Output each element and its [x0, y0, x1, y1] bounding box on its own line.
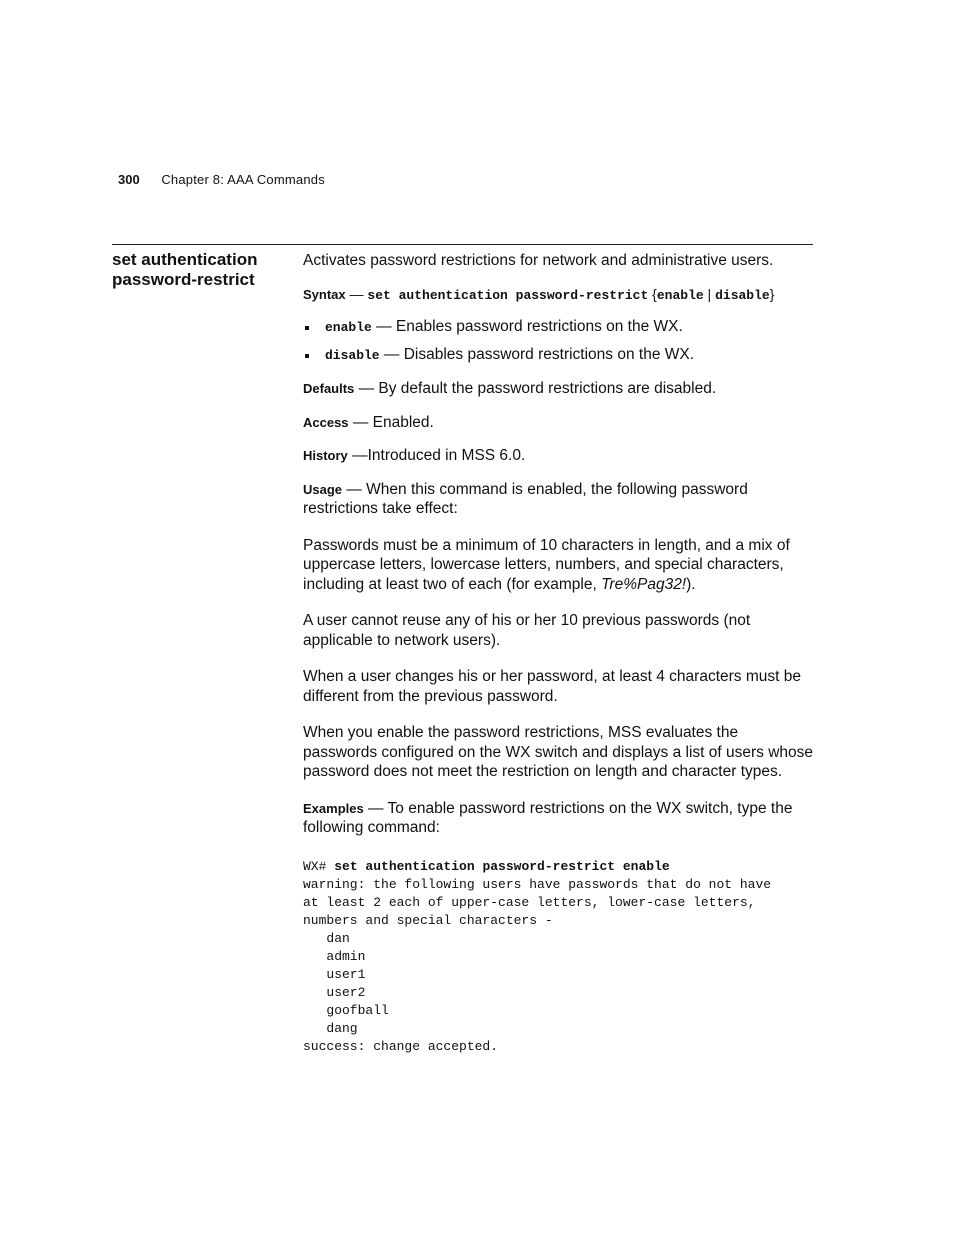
history-label: History [303, 448, 348, 463]
history-text: —Introduced in MSS 6.0. [347, 447, 526, 464]
section-body [303, 251, 815, 1056]
section-title [112, 250, 292, 290]
section-title-line1: set authentication [112, 250, 258, 269]
usage-text: — When this command is enabled, the following password restrictions take effect: [303, 480, 748, 517]
usage-paragraph-1 [303, 536, 815, 595]
access-line [303, 413, 815, 433]
syntax-dash: — [345, 285, 368, 302]
code-example [303, 858, 815, 1056]
usage-label: Usage [303, 481, 343, 497]
usage-p1-text: Passwords must be a minimum of 10 characters in length, and a mix of uppercase letters, lowercase letters, numbers, and special characters, including at least two of each (for example, [303, 536, 790, 593]
code-command: set authentication password-restrict enable [334, 858, 670, 874]
options-list [303, 317, 815, 365]
password-example: Tre%Pag32! [601, 575, 687, 593]
option-keyword: enable [325, 320, 372, 335]
usage-paragraph-4: When you enable the password restrictions, MSS evaluates the passwords configured on the WX switch and displays a list of users whose password does not meet the restriction on length and character types. [303, 724, 814, 780]
page-header [118, 172, 325, 187]
usage-line [303, 480, 815, 519]
chapter-title: Chapter 8: AAA Commands [161, 172, 325, 187]
examples-text: — To enable password restrictions on the WX switch, type the following command: [303, 799, 793, 836]
access-text: — Enabled. [348, 413, 434, 431]
usage-paragraph-2: A user cannot reuse any of his or her 10 previous passwords (not applicable to network users). [303, 612, 751, 649]
defaults-label: Defaults [303, 381, 355, 396]
section-divider [112, 244, 813, 245]
syntax-line [303, 285, 815, 306]
usage-p1-end: ). [686, 575, 696, 593]
intro-text: Activates password restrictions for network and administrative users. [303, 252, 774, 269]
examples-label: Examples [303, 800, 364, 816]
syntax-open-brace: { [648, 285, 657, 302]
option-description: — Enables password restrictions on the WX. [371, 318, 683, 335]
syntax-command: set authentication password-restrict [367, 287, 649, 303]
syntax-option-disable: disable [715, 287, 770, 303]
code-prompt: WX# [303, 858, 335, 874]
section-title-line2: password-restrict [112, 270, 255, 289]
page-number: 300 [118, 172, 140, 187]
list-item [303, 345, 815, 366]
list-item [303, 317, 815, 338]
defaults-text: — By default the password restrictions are disabled. [354, 380, 717, 397]
syntax-label: Syntax [303, 286, 346, 302]
code-output: warning: the following users have passwords that do not have at least 2 each of upper-case letters, lower-case letters, numbers and special characters - dan admin user1 user2 goofball dang success: change accepted. [303, 876, 772, 1054]
history-line [303, 446, 815, 466]
syntax-separator: | [703, 285, 716, 302]
syntax-close-brace: } [769, 285, 775, 302]
option-description: — Disables password restrictions on the WX. [379, 345, 695, 363]
defaults-line [303, 379, 815, 399]
examples-line [303, 799, 815, 838]
access-label: Access [303, 414, 349, 430]
syntax-option-enable: enable [656, 287, 704, 303]
option-keyword: disable [325, 347, 380, 363]
usage-paragraph-3: When a user changes his or her password, at least 4 characters must be different from the previous password. [303, 668, 801, 705]
